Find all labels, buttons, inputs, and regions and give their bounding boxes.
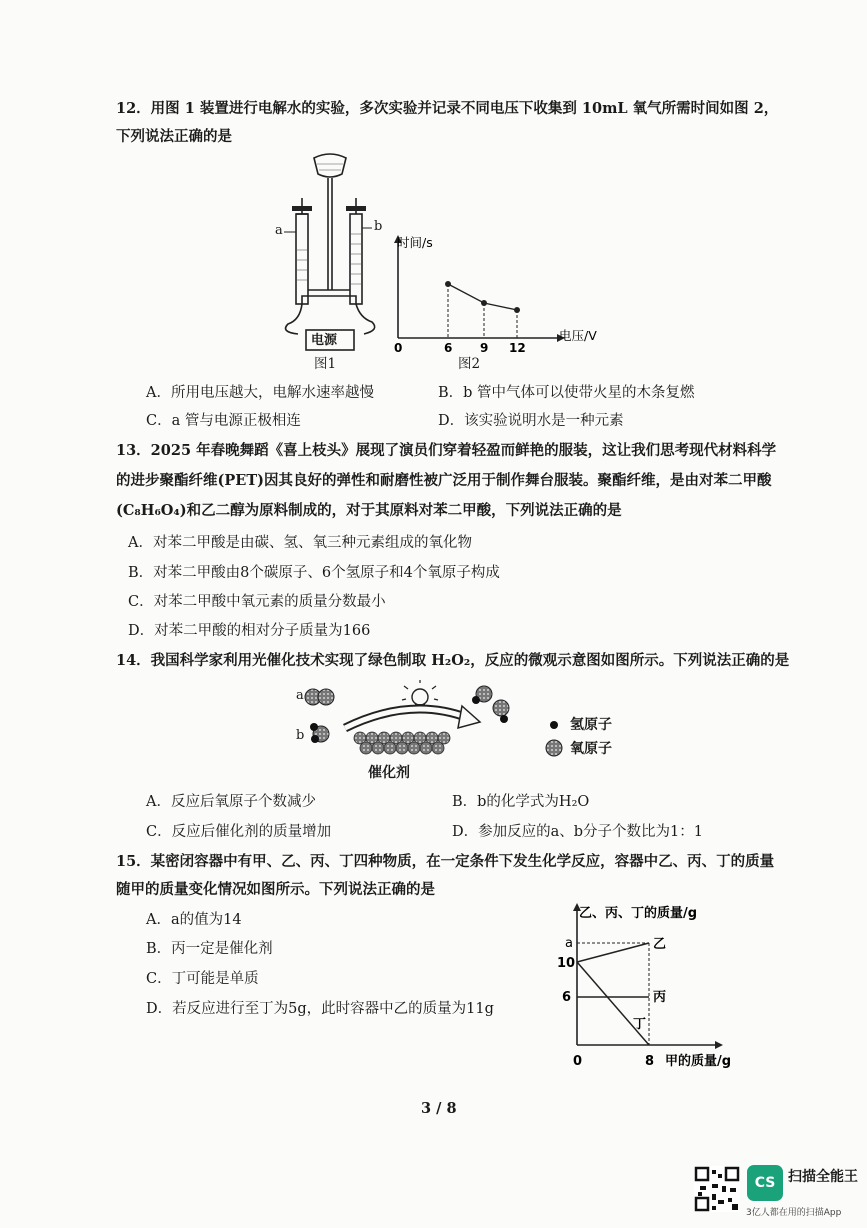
tube-b-label: b (374, 219, 383, 234)
q12-stem-line1: 12．用图 1 装置进行电解水的实验，多次实验并记录不同电压下收集到 10mL 氧气所需时间如图 2， (116, 100, 779, 117)
q12-option-d: D．该实验说明水是一种元素 (438, 413, 624, 429)
q14-label-b: b (296, 728, 305, 743)
app-name: 扫描全能王 (788, 1169, 858, 1185)
series-yi-line (577, 943, 649, 962)
q15-stem-line1: 15．某密闭容器中有甲、乙、丙、丁四种物质，在一定条件下发生化学反应，容器中乙、丙、丁的质量 (116, 853, 775, 870)
page-number: 3 / 8 (421, 1100, 457, 1117)
molecule-a-oxygen-2 (318, 689, 334, 705)
q15-option-b: B．丙一定是催化剂 (146, 941, 273, 957)
product-h2o2-molecule (472, 686, 509, 723)
series-yi-label: 乙 (653, 937, 667, 952)
legend-hydrogen-atom (550, 721, 558, 729)
molecule-b-hydrogen-1 (310, 723, 318, 731)
time-series-line (448, 284, 517, 310)
catalyst-label: 催化剂 (368, 765, 410, 781)
q13-option-c: C．对苯二甲酸中氧元素的质量分数最小 (128, 594, 386, 610)
q12-option-a: A．所用电压越大，电解水速率越慢 (146, 385, 374, 401)
tube-a-label: a (275, 223, 283, 238)
qr-code-icon (694, 1166, 740, 1212)
q14-option-b: B．b的化学式为H₂O (452, 794, 590, 810)
x-axis-label: 甲的质量/g (665, 1054, 732, 1069)
camscanner-logo: CS (747, 1165, 783, 1201)
q13-stem-line1: 13．2025 年春晚舞蹈《喜上枝头》展现了演员们穿着轻盈而鲜艳的服装，这让我们思考现代材料科学 (116, 442, 777, 459)
y-axis-label: 乙、丙、丁的质量/g (579, 906, 698, 921)
catalyst-bed (354, 732, 450, 754)
legend-oxygen-label: 氧原子 (570, 741, 612, 757)
fig2-caption: 图2 (458, 356, 481, 372)
q12-option-c: C．a 管与电源正极相连 (146, 413, 301, 429)
series-ding-label: 丁 (633, 1017, 647, 1032)
y-axis-label: 时间/s (397, 235, 433, 250)
series-ding-line (577, 962, 649, 1045)
legend-oxygen-atom (546, 740, 562, 756)
q14-label-a: a (296, 688, 304, 703)
q15-stem-line2: 随甲的质量变化情况如图所示。下列说法正确的是 (116, 881, 435, 898)
q15-option-c: C．丁可能是单质 (146, 971, 259, 987)
q13-option-d: D．对苯二甲酸的相对分子质量为166 (128, 623, 371, 639)
series-bing-label: 丙 (653, 990, 667, 1005)
q15-option-d: D．若反应进行至丁为5g，此时容器中乙的质量为11g (146, 1001, 494, 1017)
q13-stem-line3: (C₈H₆O₄)和乙二醇为原料制成的，对于其原料对苯二甲酸，下列说法正确的是 (116, 502, 622, 519)
time-voltage-chart (385, 228, 605, 353)
fig1-caption: 图1 (314, 356, 337, 372)
app-tagline: 3亿人都在用的扫描App (746, 1208, 842, 1218)
y-tick-10: 10 (557, 956, 576, 971)
q14-option-a: A．反应后氧原子个数减少 (146, 794, 316, 810)
point-6v (445, 281, 451, 287)
x-tick-0: 0 (394, 341, 403, 353)
q14-stem: 14．我国科学家利用光催化技术实现了绿色制取 H₂O₂，反应的微观示意图如图所示。下列说法正确的是 (116, 652, 790, 669)
q14-option-c: C．反应后催化剂的质量增加 (146, 824, 332, 840)
q12-stem-line2: 下列说法正确的是 (116, 128, 232, 145)
q13-stem-line2: 的进步聚酯纤维(PET)因其良好的弹性和耐磨性被广泛用于制作舞台服装。聚酯纤维，是由对苯二甲酸 (116, 472, 772, 489)
x-tick-12: 12 (509, 341, 526, 353)
q13-option-a: A．对苯二甲酸是由碳、氢、氧三种元素组成的氧化物 (128, 535, 472, 551)
q12-option-b: B．b 管中气体可以使带火星的木条复燃 (438, 385, 695, 401)
x-tick-6: 6 (444, 341, 453, 353)
x-tick-0: 0 (573, 1054, 583, 1069)
q13-option-b: B．对苯二甲酸由8个碳原子、6个氢原子和4个氧原子构成 (128, 565, 500, 581)
x-axis-label: 电压/V (559, 328, 597, 343)
molecule-b-hydrogen-2 (311, 735, 319, 743)
legend-hydrogen-label: 氢原子 (570, 717, 612, 733)
mass-change-chart (555, 895, 755, 1075)
y-tick-a: a (565, 936, 573, 951)
point-9v (481, 300, 487, 306)
x-tick-9: 9 (480, 341, 489, 353)
y-tick-6: 6 (562, 990, 572, 1005)
q15-option-a: A．a的值为14 (146, 912, 242, 928)
q14-option-d: D．参加反应的a、b分子个数比为1：1 (452, 824, 704, 840)
point-12v (514, 307, 520, 313)
x-tick-8: 8 (645, 1054, 655, 1069)
power-supply-label: 电源 (311, 333, 338, 348)
